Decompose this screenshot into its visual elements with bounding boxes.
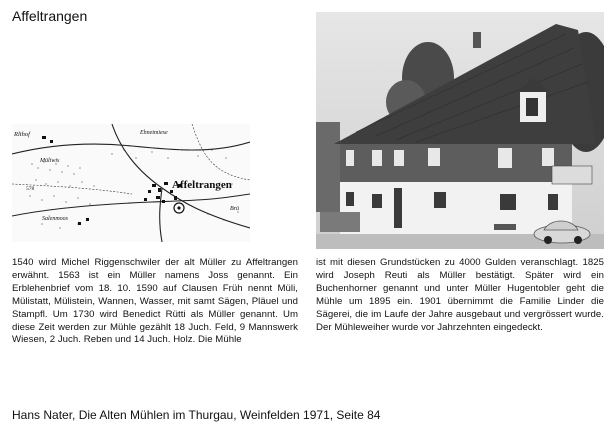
- body-text-left: 1540 wird Michel Riggenschwiler der alt Müller zu Affeltrangen erwähnt. 1563 ist ein Müller namens Joss genannt. Ein Erblehenbrief vom 18. 10. 1590 auf Clausen Früh nennt Müli, Mülistatt, Mülistein, Wannen, Wasser, mit samt Sägen, Pläuel und Stampfl. Um 1730 wird Benedict Rütti als Müller genannt. Um diese Zeit werden zur Mühle gezählt 18 Juch. Feld, 9 Mannswerk Wiesen, 2 Juch. Reben und 14 Juch. Holz. Die Mühle: [12, 257, 298, 346]
- map-label-salenmoos: Salenmoos: [42, 216, 68, 222]
- mill-photograph: [316, 12, 604, 249]
- source-caption: Hans Nater, Die Alten Mühlen im Thurgau, Weinfelden 1971, Seite 84: [12, 408, 381, 422]
- map-label-elevation: 578: [26, 186, 35, 192]
- map-label-muliwis: Müliwis: [40, 158, 60, 164]
- map-label-ehnetmiese: Ehnetmiese: [140, 130, 168, 136]
- map-illustration: [12, 124, 250, 242]
- map-label-affeltrangen: Affeltrangen: [172, 179, 232, 191]
- map-label-bru: Brü: [230, 206, 239, 212]
- map-label-rlthof: Rlthof: [14, 131, 30, 138]
- page-title: Affeltrangen: [12, 8, 88, 24]
- body-text-right: ist mit diesen Grundstücken zu 4000 Gulden veranschlagt. 1825 wird Joseph Reuti als Müller bestätigt. Später wird ein Buchenhorner genannt und unter Müller Hugentobler geht die Mühle um 1895 ein. 1901 übernimmt die Familie Linder die Sägerei, die im Laufe der Jahre ausgebaut und vergrössert wurde. Der Mühleweiher wurde vor Jahrzehnten eingedeckt.: [316, 257, 604, 333]
